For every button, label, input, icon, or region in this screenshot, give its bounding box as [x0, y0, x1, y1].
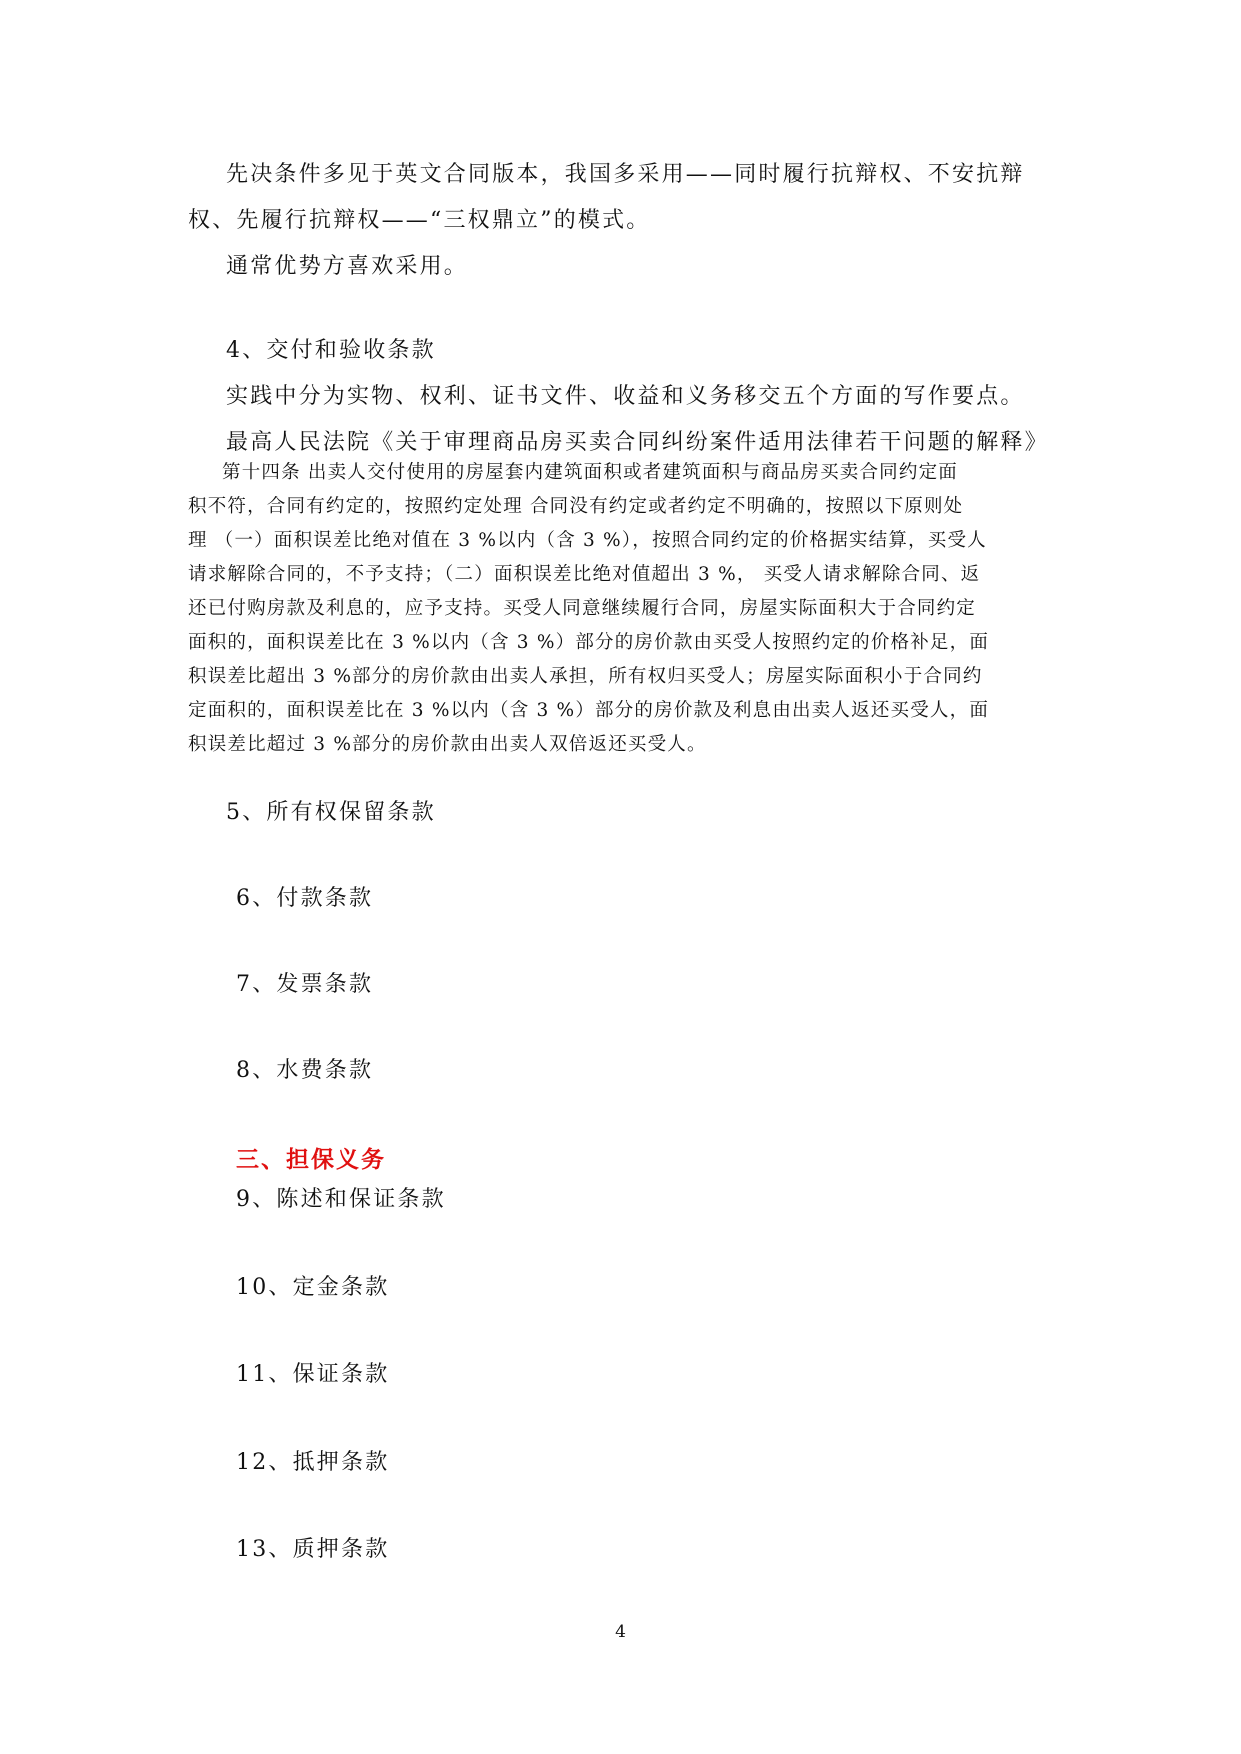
quote-line: 理 （一）面积误差比绝对值在 3 %以内（含 3 %），按照合同约定的价格据实结算，买受人 [188, 530, 987, 551]
section-heading-11: 11、保证条款 [236, 1362, 390, 1387]
section-heading-8: 8、水费条款 [236, 1058, 374, 1083]
section-heading-4: 4、交付和验收条款 [226, 338, 436, 363]
quote-line: 积误差比超过 3 %部分的房价款由出卖人双倍返还买受人。 [188, 734, 707, 755]
quote-line: 积不符，合同有约定的，按照约定处理 合同没有约定或者约定不明确的，按照以下原则处 [188, 496, 964, 517]
section-heading-9: 9、陈述和保证条款 [236, 1187, 446, 1212]
quote-line: 还已付购房款及利息的，应予支持。买受人同意继续履行合同，房屋实际面积大于合同约定 [188, 598, 977, 619]
section-heading-7: 7、发票条款 [236, 972, 374, 997]
section-heading-12: 12、抵押条款 [236, 1450, 390, 1475]
section-heading-guarantee: 三、担保义务 [236, 1146, 386, 1173]
section-heading-6: 6、付款条款 [236, 886, 374, 911]
legal-reference-title: 最高人民法院《关于审理商品房买卖合同纠纷案件适用法律若干问题的解释》 [226, 430, 1049, 455]
paragraph-text: 实践中分为实物、权利、证书文件、收益和义务移交五个方面的写作要点。 [226, 384, 1025, 409]
paragraph-text: 通常优势方喜欢采用。 [226, 254, 469, 279]
paragraph-text: 权、先履行抗辩权——“三权鼎立”的模式。 [188, 208, 651, 233]
quote-line: 定面积的，面积误差比在 3 %以内（含 3 %）部分的房价款及利息由出卖人返还买受人，面 [188, 700, 990, 721]
paragraph-text: 先决条件多见于英文合同版本，我国多采用——同时履行抗辩权、不安抗辩 [226, 162, 1025, 187]
quote-line: 第十四条 出卖人交付使用的房屋套内建筑面积或者建筑面积与商品房买卖合同约定面 [222, 462, 958, 483]
section-heading-10: 10、定金条款 [236, 1275, 390, 1300]
section-heading-5: 5、所有权保留条款 [226, 800, 436, 825]
quote-line: 积误差比超出 3 %部分的房价款由出卖人承担，所有权归买受人；房屋实际面积小于合同约 [188, 666, 983, 687]
quote-line: 请求解除合同的，不予支持；（二）面积误差比绝对值超出 3 %， 买受人请求解除合同、返 [188, 564, 981, 585]
section-heading-13: 13、质押条款 [236, 1537, 390, 1562]
quote-line: 面积的，面积误差比在 3 %以内（含 3 %）部分的房价款由买受人按照约定的价格补足，面 [188, 632, 990, 653]
page-number: 4 [615, 1622, 626, 1642]
